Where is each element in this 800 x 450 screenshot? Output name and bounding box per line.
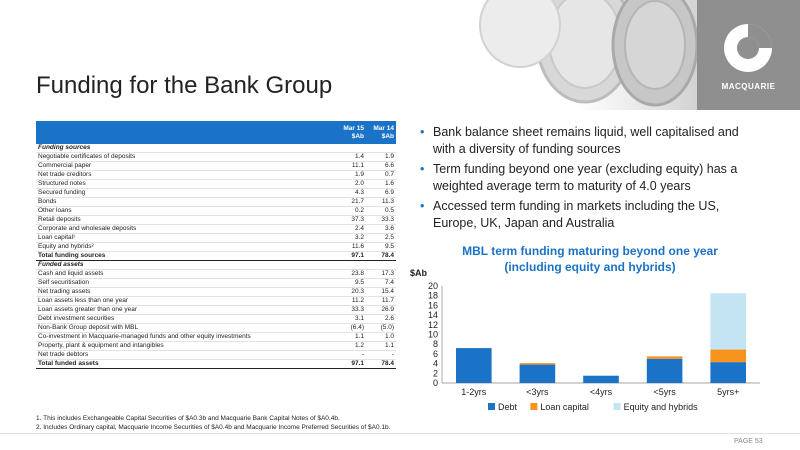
x-tick-label: 5yrs+ (717, 387, 740, 397)
empty-cell (334, 261, 366, 270)
row-value-mar14: 1.6 (366, 180, 396, 189)
row-label: Self securitisation (36, 279, 334, 288)
table-row (36, 333, 396, 342)
row-value-mar14: 11.7 (366, 297, 396, 306)
y-tick-label: 0 (432, 378, 438, 388)
bar-segment (520, 363, 556, 364)
total-value-mar14: 78.4 (366, 360, 396, 369)
header-col-mar15-unit: $Ab (351, 132, 364, 140)
row-label: Cash and liquid assets (36, 270, 334, 279)
footnote-1: 1. This includes Exchangeable Capital Securities of $A0.3b and Macquarie Bank Capital Notes of $A0.4b. (36, 415, 340, 422)
bullet-text: Accessed term funding in markets including the US, Europe, UK, Japan and Australia (433, 199, 720, 230)
table-row (36, 180, 396, 189)
y-tick-label: 12 (427, 319, 438, 330)
row-value-mar15: 4.3 (334, 189, 366, 198)
chart-title-line-2: (including equity and hybrids) (504, 260, 676, 274)
row-label: Negotiable certificates of deposits (36, 153, 334, 162)
row-value-mar14: 33.3 (366, 216, 396, 225)
row-value-mar14: 1.9 (366, 153, 396, 162)
row-label: Equity and hybrids² (36, 243, 334, 252)
y-tick-label: 16 (427, 300, 438, 311)
row-value-mar14: 6.9 (366, 189, 396, 198)
table-row (36, 279, 396, 288)
section-heading-row (36, 261, 396, 270)
table-row (36, 324, 396, 333)
row-value-mar15: 3.1 (334, 315, 366, 324)
total-row (36, 252, 396, 261)
row-value-mar15: 33.3 (334, 306, 366, 315)
y-axis-label: $Ab (410, 268, 428, 278)
legend-label: Equity and hybrids (623, 402, 698, 412)
row-value-mar15: 11.6 (334, 243, 366, 252)
total-label: Total funded assets (36, 360, 334, 369)
table-row (36, 297, 396, 306)
bullet-item (420, 124, 760, 158)
table-row (36, 288, 396, 297)
table-row (36, 306, 396, 315)
row-label: Other loans (36, 207, 334, 216)
row-label: Loan assets less than one year (36, 297, 334, 306)
bar-segment (647, 359, 683, 383)
legend-label: Debt (498, 402, 518, 412)
header-col-mar15-date: Mar 15 (343, 124, 364, 132)
bar-segment (583, 376, 619, 383)
header-col-mar14-date: Mar 14 (373, 124, 394, 132)
table-row (36, 153, 396, 162)
y-tick-label: 18 (427, 290, 438, 301)
empty-cell (366, 144, 396, 153)
footer-divider (0, 433, 800, 434)
bullet-icon: • (420, 199, 425, 213)
row-label: Net trade debtors (36, 351, 334, 360)
logo-text: MACQUARIE (721, 82, 776, 91)
page-number: PAGE 53 (734, 438, 763, 445)
row-value-mar15: 3.2 (334, 234, 366, 243)
row-label: Net trade creditors (36, 171, 334, 180)
y-tick-label: 20 (427, 281, 438, 291)
header-col-mar15 (334, 121, 366, 144)
footnote-2: 2. Includes Ordinary capital, Macquarie Income Securities of $A0.4b and Macquarie Income Preferred Securities of $A0.1b. (36, 424, 391, 431)
table-row (36, 225, 396, 234)
section-heading: Funding sources (36, 144, 334, 153)
x-tick-label: <3yrs (526, 387, 549, 397)
row-label: Corporate and wholesale deposits (36, 225, 334, 234)
row-value-mar15: 2.4 (334, 225, 366, 234)
bar-segment (456, 348, 492, 383)
header-col-mar14-unit: $Ab (381, 132, 394, 140)
bullet-list (420, 124, 760, 235)
row-value-mar14: (5.0) (366, 324, 396, 333)
table-row (36, 198, 396, 207)
table-row (36, 270, 396, 279)
table-row (36, 162, 396, 171)
row-value-mar14: 0.7 (366, 171, 396, 180)
section-heading-row (36, 144, 396, 153)
row-value-mar15: 0.2 (334, 207, 366, 216)
legend-swatch (614, 403, 621, 410)
row-value-mar14: 7.4 (366, 279, 396, 288)
total-value-mar15: 97.1 (334, 360, 366, 369)
table-row (36, 351, 396, 360)
y-tick-label: 8 (432, 339, 438, 350)
row-label: Bonds (36, 198, 334, 207)
empty-cell (334, 144, 366, 153)
row-value-mar14: 26.9 (366, 306, 396, 315)
bar-segment (710, 293, 746, 349)
header-col-mar14 (366, 121, 396, 144)
row-value-mar14: 1.0 (366, 333, 396, 342)
row-value-mar14: 3.6 (366, 225, 396, 234)
row-label: Structured notes (36, 180, 334, 189)
macquarie-holey-dollar-icon (697, 0, 800, 110)
y-tick-label: 6 (432, 348, 438, 359)
row-label: Commercial paper (36, 162, 334, 171)
legend-label: Loan capital (540, 402, 589, 412)
table-row (36, 189, 396, 198)
bullet-icon: • (420, 162, 425, 176)
bar-segment (520, 365, 556, 383)
bullet-item (420, 161, 760, 195)
bullet-text: Bank balance sheet remains liquid, well capitalised and with a diversity of funding sources (433, 125, 739, 156)
bar-segment (647, 356, 683, 358)
total-value-mar15: 97.1 (334, 252, 366, 261)
row-value-mar14: - (366, 351, 396, 360)
row-value-mar15: 1.9 (334, 171, 366, 180)
row-value-mar14: 1.1 (366, 342, 396, 351)
row-value-mar15: 23.8 (334, 270, 366, 279)
header-label-cell (36, 121, 334, 144)
row-value-mar15: - (334, 351, 366, 360)
row-value-mar14: 2.5 (366, 234, 396, 243)
row-label: Loan assets greater than one year (36, 306, 334, 315)
table-row (36, 342, 396, 351)
logo[interactable] (697, 0, 800, 110)
section-heading: Funded assets (36, 261, 334, 270)
y-tick-label: 10 (427, 329, 438, 340)
row-value-mar15: 1.2 (334, 342, 366, 351)
y-tick-label: 4 (432, 358, 438, 369)
row-value-mar15: 1.1 (334, 333, 366, 342)
chart-title-line-1: MBL term funding maturing beyond one year (462, 244, 718, 258)
total-label: Total funding sources (36, 252, 334, 261)
page-title: Funding for the Bank Group (36, 72, 333, 99)
row-label: Property, plant & equipment and intangibles (36, 342, 334, 351)
row-label: Retail deposits (36, 216, 334, 225)
row-value-mar15: 11.2 (334, 297, 366, 306)
row-label: Net trading assets (36, 288, 334, 297)
row-value-mar14: 11.3 (366, 198, 396, 207)
x-tick-label: <4yrs (589, 387, 613, 397)
term-funding-chart (410, 266, 780, 422)
row-value-mar14: 17.3 (366, 270, 396, 279)
table-row (36, 216, 396, 225)
table-header-row (36, 121, 396, 144)
bullet-item (420, 198, 760, 232)
x-tick-label: 1-2yrs (461, 387, 487, 397)
table-row (36, 315, 396, 324)
table-row (36, 243, 396, 252)
legend-swatch (530, 403, 537, 410)
row-value-mar15: 37.3 (334, 216, 366, 225)
row-label: Co-investment in Macquarie-managed funds and other equity investments (36, 333, 334, 342)
funding-table (36, 121, 396, 369)
row-label: Debt investment securities (36, 315, 334, 324)
table-row (36, 207, 396, 216)
row-value-mar14: 6.6 (366, 162, 396, 171)
row-value-mar14: 0.5 (366, 207, 396, 216)
empty-cell (366, 261, 396, 270)
bullet-icon: • (420, 125, 425, 139)
row-value-mar14: 15.4 (366, 288, 396, 297)
legend-swatch (488, 403, 495, 410)
total-row (36, 360, 396, 369)
bar-segment (710, 362, 746, 383)
y-tick-label: 14 (427, 310, 438, 321)
row-value-mar15: 21.7 (334, 198, 366, 207)
funding-table-body (36, 144, 396, 369)
row-label: Secured funding (36, 189, 334, 198)
row-value-mar15: 1.4 (334, 153, 366, 162)
row-label: Non-Bank Group deposit with MBL (36, 324, 334, 333)
table-row (36, 234, 396, 243)
row-value-mar15: (6.4) (334, 324, 366, 333)
row-value-mar15: 2.0 (334, 180, 366, 189)
row-value-mar15: 11.1 (334, 162, 366, 171)
bar-segment (710, 350, 746, 363)
total-value-mar14: 78.4 (366, 252, 396, 261)
bullet-text: Term funding beyond one year (excluding equity) has a weighted average term to maturity of 4.0 years (433, 162, 738, 193)
row-label: Loan capital¹ (36, 234, 334, 243)
row-value-mar14: 2.6 (366, 315, 396, 324)
row-value-mar14: 9.5 (366, 243, 396, 252)
row-value-mar15: 9.5 (334, 279, 366, 288)
table-row (36, 171, 396, 180)
row-value-mar15: 20.3 (334, 288, 366, 297)
y-tick-label: 2 (432, 368, 438, 379)
x-tick-label: <5yrs (653, 387, 676, 397)
